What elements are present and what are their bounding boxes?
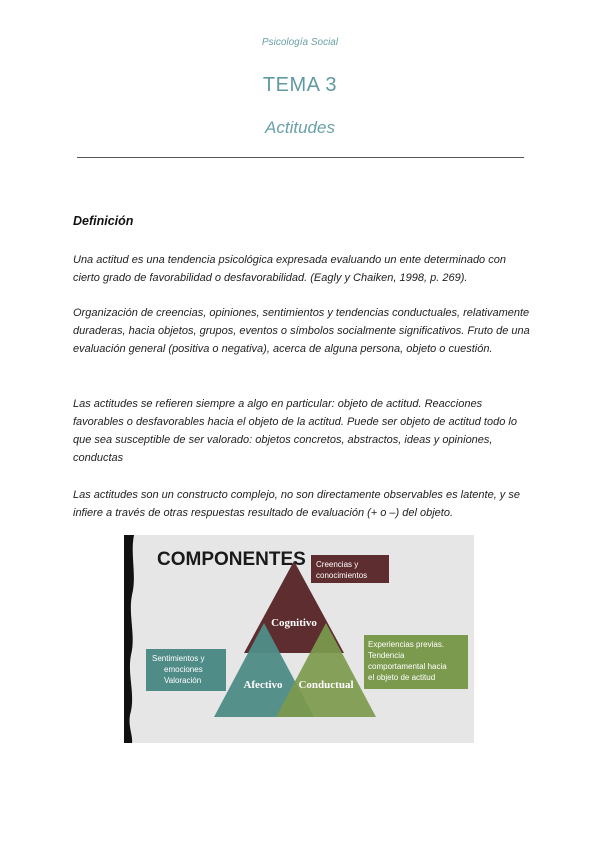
- divider: [77, 157, 524, 158]
- paragraph-3: Las actitudes se refieren siempre a algo en particular: objeto de actitud. Reacciones favorables o desfavorables hacia el objeto de la actitud. Puede ser objeto de actitud todo lo que sea susceptible de ser valorado: objetos concretos, abstractos, ideas y opiniones, conductas: [73, 398, 517, 464]
- conductual-desc-line4: el objeto de actitud: [368, 673, 436, 682]
- conductual-desc-line2: Tendencia: [368, 651, 405, 660]
- page-subtitle: Actitudes: [265, 118, 335, 137]
- header-subject: Psicología Social: [261, 37, 339, 48]
- cognitivo-desc-line2: conocimientos: [316, 571, 368, 580]
- cognitivo-label: Cognitivo: [271, 617, 317, 629]
- figure-title: COMPONENTES: [157, 549, 306, 570]
- afectivo-desc-line2: emociones: [164, 665, 203, 674]
- conductual-desc-line1: Experiencias previas.: [368, 640, 445, 649]
- paragraph-4: Las actitudes son un constructo complejo, no son directamente observables es latente, y se infiere a través de otras respuestas resultado de evaluación (+ o –) del objeto.: [73, 489, 520, 519]
- components-diagram: [124, 535, 474, 743]
- paragraph-1: Una actitud es una tendencia psicológica expresada evaluando un ente determinado con cierto grado de favorabilidad o desfavorabilidad. (Eagly y Chaiken, 1998, p. 269).: [73, 254, 506, 284]
- cognitivo-desc-line1: Creencias y: [316, 560, 359, 569]
- conductual-label: Conductual: [298, 679, 354, 691]
- section-heading: Definición: [73, 214, 134, 228]
- afectivo-label: Afectivo: [243, 679, 283, 691]
- afectivo-desc-line1: Sentimientos y: [152, 654, 205, 663]
- components-figure: [124, 535, 474, 743]
- torn-edge: [124, 535, 134, 743]
- conductual-desc-line3: comportamental hacia: [368, 662, 447, 671]
- page-title: TEMA 3: [262, 74, 338, 96]
- paragraph-2: Organización de creencias, opiniones, sentimientos y tendencias conductuales, relativamente duraderas, hacia objetos, grupos, eventos o símbolos socialmente significativos. Fruto de una evaluación general (positiva o negativa), acerca de alguna persona, objeto o cuestión.: [73, 307, 530, 355]
- afectivo-desc-line3: Valoración: [164, 676, 202, 685]
